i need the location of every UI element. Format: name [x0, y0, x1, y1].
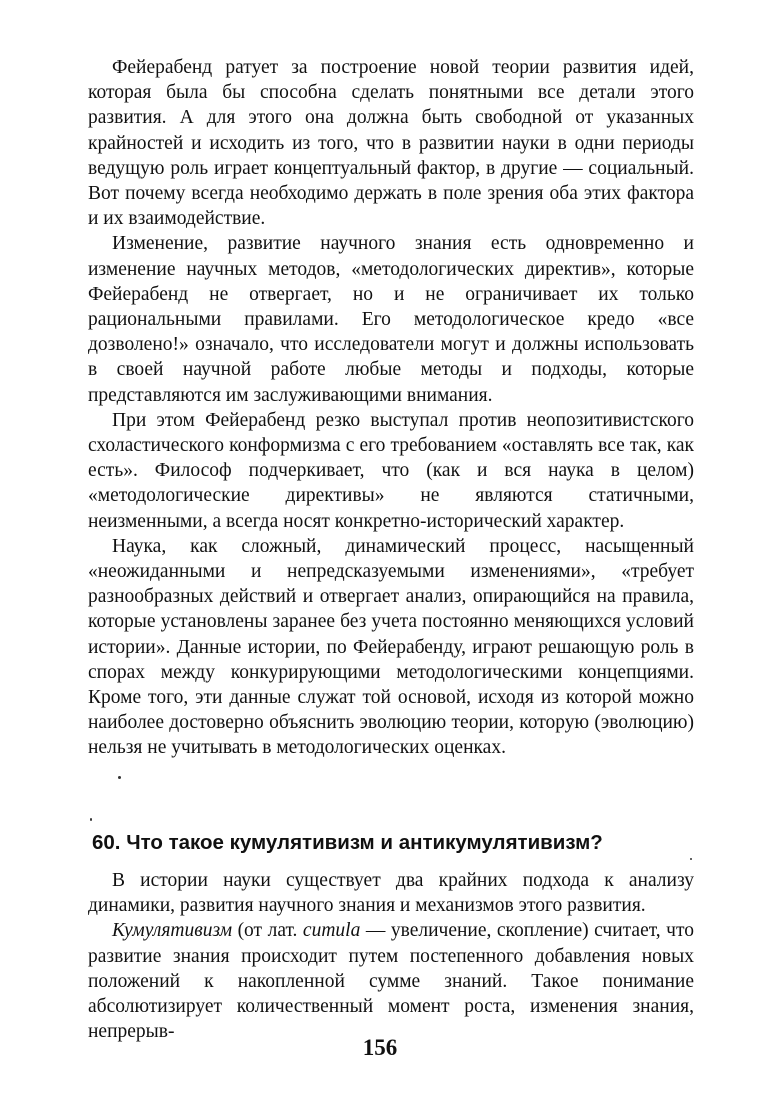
page-number: 156 [362, 1035, 398, 1060]
paragraph-methods-change: Изменение, развитие научного знания есть одновременно и изменение научных методов, «методологических директив», которые Фейерабенд не отвергает, но и не ограничивает их только рациональными правилами. Его методологическое кредо «все дозволено!» означало, что исследователи могут и должны использовать в своей научной работе любые методы и подходы, которые представляются им заслуживающими внимания. [88, 233, 694, 406]
latin-word: cumula [302, 920, 361, 942]
paragraph-science-dynamics: Наука, как сложный, динамический процесс, насыщенный «неожиданными и непредсказуемыми изменениями», «требует разнообразных действий и отвергает анализ, опирающийся на правила, которые установлены заранее без учета постоянно меняющихся условий истории». Данные истории, по Фейерабенду, играют решающую роль в спорах между конкурирующими методологическими концепциями. Кроме того, эти данные служат той основой, исходя из которой можно наиболее достоверно объяснить эволюцию теории, которую (эволюцию) нельзя не учитывать в методологических оценках. [88, 535, 694, 759]
term-cumulativism: Кумулятивизм [112, 920, 233, 942]
paragraph-cumulativism-definition [88, 918, 694, 1044]
definition-text-part-1: (от лат. [232, 920, 303, 942]
paragraph-conformism-critique: При этом Фейерабенд резко выступал против неопозитивистского схоластического конформизма с его требованием «оставлять все так, как есть». Философ подчеркивает, что (как и вся наука в целом) «методологические директивы» не являются статичными, неизменными, а всегда носят конкретно-исторический характер. [88, 409, 694, 532]
definition-text-part-2: — увеличение, скопление) считает, что развитие знания происходит путем постепенного добавления новых положений к накопленной сумме знаний. Такое понимание абсолютизирует количественный момент роста, изменения знания, непрерыв- [88, 920, 694, 1043]
paragraph-two-approaches: В истории науки существует два крайних подхода к анализу динамики, развития научного знания и механизмов этого развития. [88, 870, 694, 917]
scan-speck [90, 818, 92, 821]
scan-speck [690, 858, 692, 860]
scan-speck [118, 776, 121, 779]
paragraph-feyerabend-theory: Фейерабенд ратует за построение новой теории развития идей, которая была бы способна сделать понятными все детали этого развития. А для этого она должна быть свободной от указанных крайностей и исходить из того, что в развитии науки в одни периоды ведущую роль играет концептуальный фактор, в другие — социальный. Вот почему всегда необходимо держать в поле зрения оба этих фактора и их взаимодействие. [88, 57, 694, 230]
upper-text-block [88, 55, 694, 761]
section-heading: 60. Что такое кумулятивизм и антикумулятивизм? [92, 831, 603, 854]
lower-text-block [88, 868, 694, 1044]
